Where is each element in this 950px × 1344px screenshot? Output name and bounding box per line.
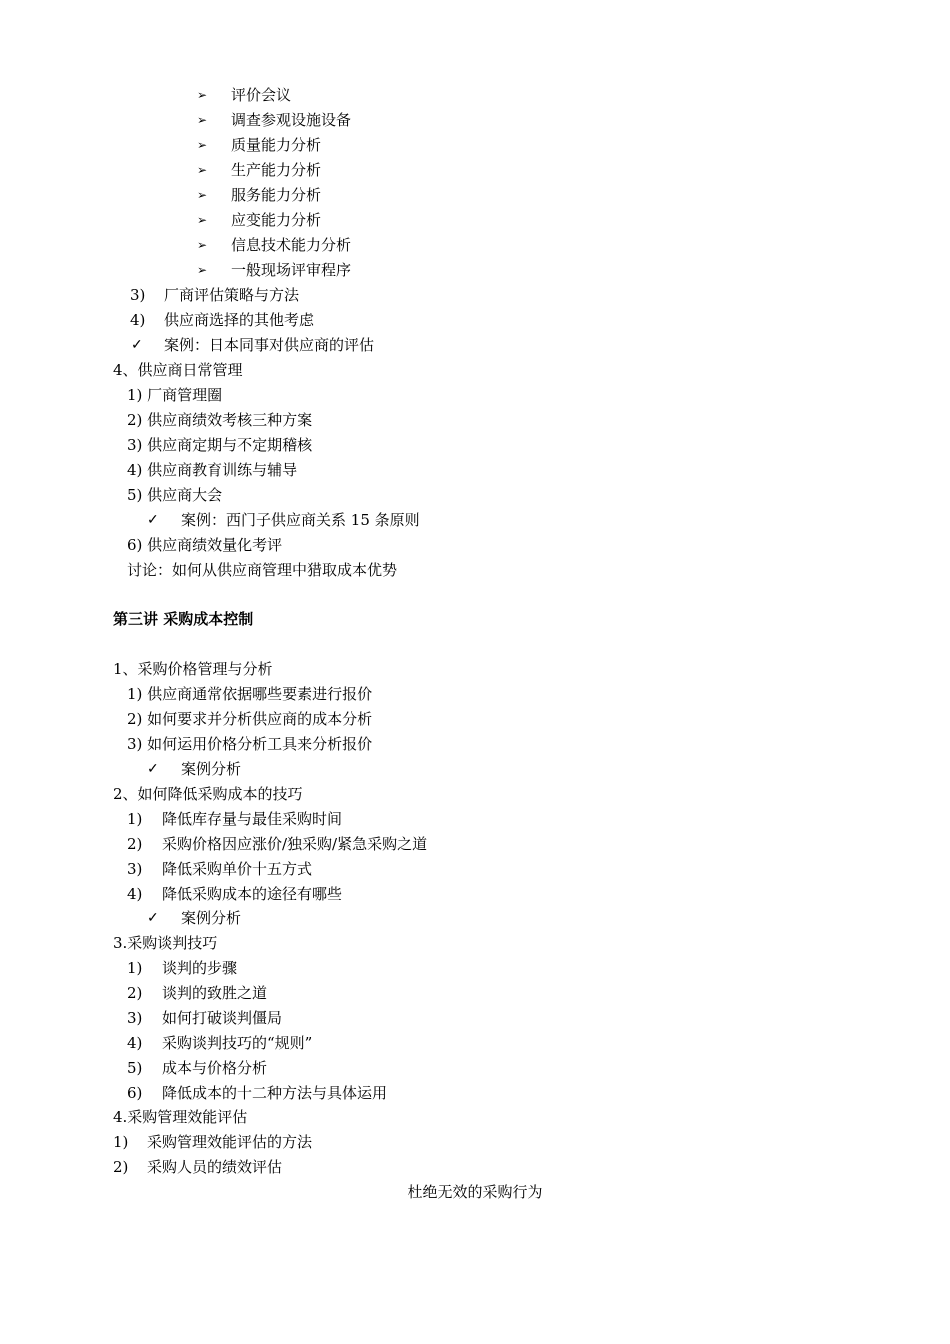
arrow-bullet-icon: ➢	[197, 138, 208, 152]
arrow-bullet-icon: ➢	[197, 113, 208, 127]
arrow-bullet-icon: ➢	[197, 213, 208, 227]
arrow-bullet-icon: ➢	[197, 88, 208, 102]
checkmark-icon: ✓	[131, 337, 143, 353]
checkmark-icon: ✓	[147, 910, 159, 926]
arrow-bullet-icon: ➢	[197, 263, 208, 277]
centered-heading: 杜绝无效的采购行为	[407, 1183, 543, 1201]
arrow-bullet-icon: ➢	[197, 188, 208, 202]
arrow-bullet-icon: ➢	[197, 163, 208, 177]
arrow-bullet-icon: ➢	[197, 238, 208, 252]
checkmark-icon: ✓	[147, 761, 159, 777]
checkmark-icon: ✓	[147, 512, 159, 528]
document-page: ➢ 评价会议 ➢ 调查参观设施设备 ➢ 质量能力分析 ➢ 生产能力分析 ➢ 服务能力分析 ➢ 应变能力分析 ➢ 信息技术能力分析 ➢ 一般现场评审程序 3) 厂商评估策略与方法 4) 供应商选择的其他考虑 ✓ 案例：日本同事对供应商的评估 4、供应商日常管理 1) 厂商管理圈 2) 供应商绩效考核三种方案 3) 供应商定期与不定期稽核 4) 供应商教育训练与辅导 5) 供应商大会 ✓ 案例：西门子供应商关系 15 条原则 6) 供应商绩效量化考评 讨论：如何从供应商管理中猎取成本优势 第三讲 采购成本控制 1、采购价格管理与分析 1) 供应商通常依据哪些要素进行报价 2) 如何要求并分析供应商的成本分析 3) 如何运用价格分析工具来分析报价 ✓ 案例分析 2、如何降低采购成本的技巧 1) 降低库存量与最佳采购时间 2) 采购价格因应涨价/独采购/紧急采购之道 3) 降低采购单价十五方式 4) 降低采购成本的途径有哪些 ✓ 案例分析 3.采购谈判技巧 1) 谈判的步骤 2) 谈判的致胜之道 3) 如何打破谈判僵局 4) 采购谈判技巧的“规则” 5) 成本与价格分析 6) 降低成本的十二种方法与具体运用 4.采购管理效能评估 1) 采购管理效能评估的方法 2) 采购人员的绩效评估 杜绝无效的采购行为	[0, 0, 950, 1344]
